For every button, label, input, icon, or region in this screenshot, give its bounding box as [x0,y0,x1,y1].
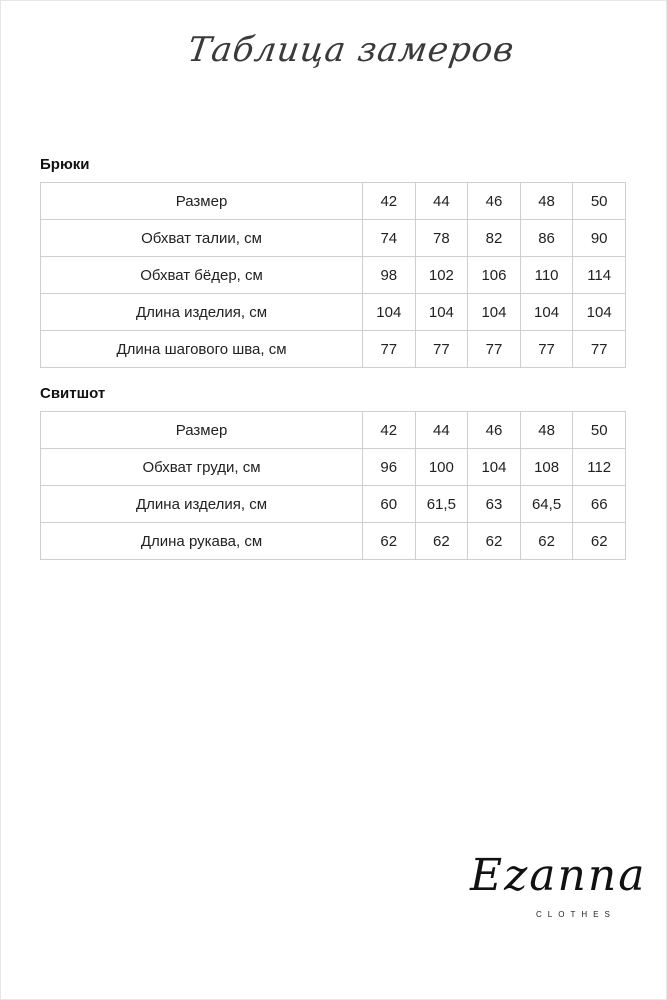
row-label: Обхват груди, см [41,449,363,486]
cell-value: 104 [520,294,573,331]
cell-value: 74 [363,220,416,257]
table-row [41,257,626,294]
cell-value: 44 [415,183,468,220]
cell-value: 50 [573,412,626,449]
cell-value: 62 [415,523,468,560]
cell-value: 106 [468,257,521,294]
table-row [41,449,626,486]
row-label: Обхват бёдер, см [41,257,363,294]
cell-value: 77 [573,331,626,368]
cell-value: 78 [415,220,468,257]
cell-value: 104 [468,294,521,331]
cell-value: 63 [468,486,521,523]
row-label: Обхват талии, см [41,220,363,257]
cell-value: 110 [520,257,573,294]
cell-value: 102 [415,257,468,294]
logo-script-text: Ezanna [470,850,647,901]
cell-value: 64,5 [520,486,573,523]
cell-value: 48 [520,183,573,220]
table-row [41,294,626,331]
cell-value: 82 [468,220,521,257]
row-label: Длина изделия, см [41,294,363,331]
cell-value: 62 [363,523,415,560]
cell-value: 112 [573,449,626,486]
cell-value: 114 [573,257,626,294]
cell-value: 62 [468,523,521,560]
cell-value: 77 [363,331,416,368]
row-label: Длина изделия, см [41,486,363,523]
brand-logo [470,850,647,950]
cell-value: 104 [363,294,416,331]
table-row [41,220,626,257]
cell-value: 100 [415,449,468,486]
section-title-sweatshirt: Свитшот [40,385,106,402]
cell-value: 42 [363,412,415,449]
trousers-size-table [40,182,626,368]
table-row [41,523,626,560]
cell-value: 50 [573,183,626,220]
row-label: Длина шагового шва, см [41,331,363,368]
row-label: Размер [41,183,363,220]
table-row [41,331,626,368]
cell-value: 104 [415,294,468,331]
cell-value: 66 [573,486,626,523]
cell-value: 44 [415,412,468,449]
cell-value: 90 [573,220,626,257]
cell-value: 104 [573,294,626,331]
cell-value: 48 [520,412,573,449]
page-title: Таблица замеров [185,30,518,70]
sweatshirt-size-table [40,411,626,560]
cell-value: 46 [468,183,521,220]
row-label: Длина рукава, см [41,523,363,560]
cell-value: 77 [520,331,573,368]
cell-value: 62 [573,523,626,560]
cell-value: 61,5 [415,486,468,523]
section-title-trousers: Брюки [40,156,90,173]
table-row [41,412,626,449]
cell-value: 60 [363,486,415,523]
cell-value: 108 [520,449,573,486]
cell-value: 62 [520,523,573,560]
cell-value: 77 [415,331,468,368]
cell-value: 77 [468,331,521,368]
cell-value: 86 [520,220,573,257]
row-label: Размер [41,412,363,449]
table-row [41,183,626,220]
cell-value: 42 [363,183,416,220]
cell-value: 104 [468,449,521,486]
logo-subtitle: CLOTHES [536,910,616,919]
table-row [41,486,626,523]
cell-value: 46 [468,412,521,449]
cell-value: 96 [363,449,415,486]
cell-value: 98 [363,257,416,294]
